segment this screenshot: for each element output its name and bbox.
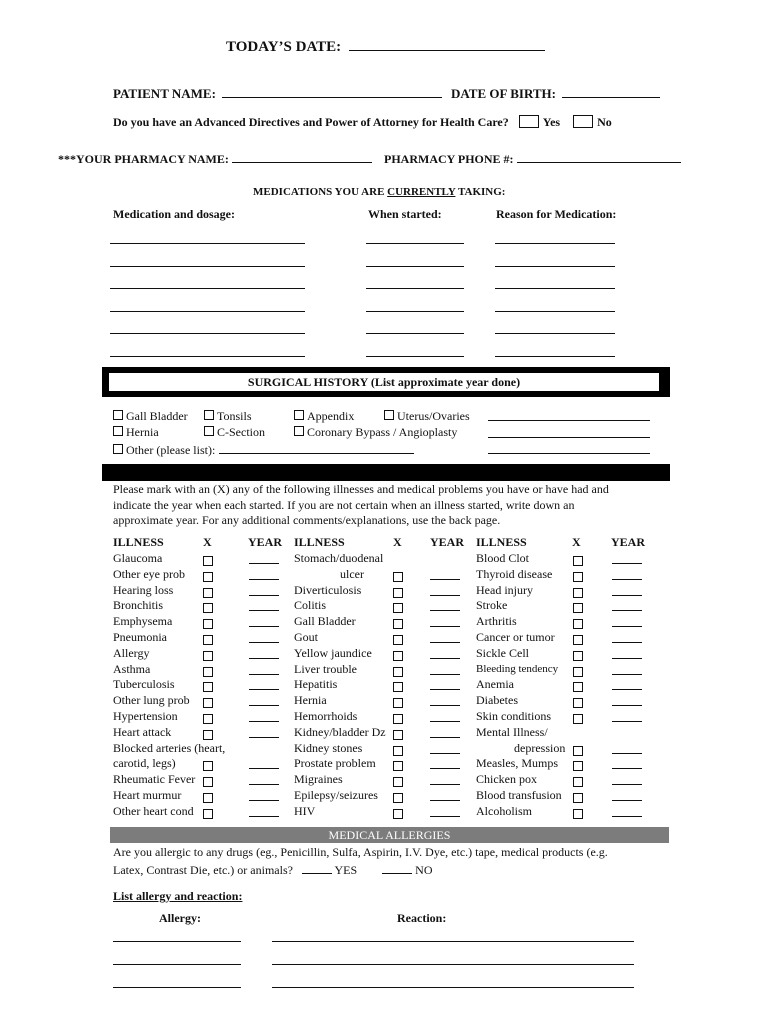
illness-row bbox=[113, 741, 293, 757]
illness-name: Hypertension bbox=[113, 708, 178, 723]
illness-name: Blood Clot bbox=[476, 551, 530, 565]
illness-year-field[interactable] bbox=[249, 646, 279, 659]
illness-name: HIV bbox=[294, 803, 316, 818]
illness-year-field[interactable] bbox=[249, 583, 279, 596]
illness-row bbox=[113, 646, 293, 662]
checkbox-icon bbox=[294, 426, 304, 436]
illness-name: Hemorrhoids bbox=[294, 708, 358, 723]
illness-row bbox=[113, 662, 293, 678]
illness-year-field[interactable] bbox=[612, 741, 642, 754]
illness-row bbox=[294, 614, 474, 630]
illness-name: Migraines bbox=[294, 772, 343, 787]
col-started-header: When started: bbox=[368, 207, 442, 221]
illness-year-field[interactable] bbox=[249, 772, 279, 785]
illness-year-field[interactable] bbox=[249, 567, 279, 580]
allergy-yes-label: YES bbox=[334, 862, 358, 877]
illness-row bbox=[113, 693, 293, 709]
illness-name: Hearing loss bbox=[113, 582, 174, 597]
illness-year-field[interactable] bbox=[249, 804, 279, 817]
illness-year-field[interactable] bbox=[612, 772, 642, 785]
illness-row bbox=[113, 583, 293, 599]
pharmacy-name-row bbox=[58, 150, 372, 167]
dob-field[interactable] bbox=[562, 85, 660, 98]
illness-row bbox=[476, 677, 656, 693]
illness-name: Colitis bbox=[294, 598, 327, 613]
illness-year-field[interactable] bbox=[430, 741, 460, 754]
illness-year-field[interactable] bbox=[430, 693, 460, 706]
no-checkbox[interactable] bbox=[573, 115, 593, 128]
illness-year-field[interactable] bbox=[612, 614, 642, 627]
illness-name: Hepatitis bbox=[294, 677, 338, 692]
illness-row bbox=[294, 598, 474, 614]
illness-year-field[interactable] bbox=[612, 788, 642, 801]
medication-line[interactable] bbox=[110, 288, 305, 289]
illness-year-field[interactable] bbox=[612, 662, 642, 675]
illness-column-3 bbox=[476, 551, 656, 820]
reaction-col-header: Reaction: bbox=[397, 911, 447, 925]
medication-line[interactable] bbox=[110, 356, 305, 357]
reaction-line[interactable] bbox=[272, 941, 634, 942]
illness-year-field[interactable] bbox=[249, 551, 279, 564]
illness-year-field[interactable] bbox=[430, 598, 460, 611]
illness-year-field[interactable] bbox=[430, 677, 460, 690]
allergy-question bbox=[113, 845, 608, 878]
illness-year-field[interactable] bbox=[430, 614, 460, 627]
list-allergy-label-text: List allergy and reaction: bbox=[113, 889, 243, 903]
started-line[interactable] bbox=[366, 311, 464, 312]
illness-row bbox=[113, 614, 293, 630]
reaction-line[interactable] bbox=[272, 987, 634, 988]
illness-row bbox=[294, 725, 474, 741]
illness-row bbox=[113, 804, 293, 820]
illness-year-field[interactable] bbox=[430, 772, 460, 785]
surg-csection[interactable] bbox=[204, 425, 265, 440]
illness-row bbox=[113, 677, 293, 693]
illness-row bbox=[294, 662, 474, 678]
illness-row bbox=[476, 709, 656, 725]
illness-column-2 bbox=[294, 551, 474, 820]
illness-name: Glaucoma bbox=[113, 551, 163, 565]
illness-name: Tuberculosis bbox=[113, 677, 175, 692]
col1-x-header: X bbox=[203, 535, 212, 549]
illness-name: Stomach/duodenal bbox=[294, 551, 384, 565]
illness-name: Epilepsy/seizures bbox=[294, 787, 378, 802]
illness-name: Yellow jaundice bbox=[294, 645, 372, 660]
illness-name: Thyroid disease bbox=[476, 566, 553, 581]
illness-row bbox=[294, 772, 474, 788]
illness-year-field[interactable] bbox=[430, 646, 460, 659]
checkbox-icon bbox=[384, 410, 394, 420]
surg-tonsils[interactable] bbox=[204, 409, 252, 424]
illness-name: Asthma bbox=[113, 661, 151, 676]
reaction-line[interactable] bbox=[272, 964, 634, 965]
medication-line[interactable] bbox=[110, 266, 305, 267]
illness-name: Other lung prob bbox=[113, 693, 190, 708]
col2-illness-header: ILLNESS bbox=[294, 535, 345, 549]
surg-csection-label: C-Section bbox=[217, 425, 265, 439]
medications-title-post: TAKING: bbox=[455, 186, 506, 198]
surg-uterus[interactable] bbox=[384, 409, 470, 424]
surg-appendix[interactable] bbox=[294, 409, 354, 424]
illness-row bbox=[294, 741, 474, 757]
checkbox-icon bbox=[204, 426, 214, 436]
illness-name: Emphysema bbox=[113, 614, 173, 629]
pharmacy-phone-row bbox=[384, 150, 681, 167]
col3-year-header: YEAR bbox=[611, 535, 646, 549]
illness-row bbox=[476, 583, 656, 599]
illness-year-field[interactable] bbox=[430, 630, 460, 643]
medications-title-underlined: CURRENTLY bbox=[387, 186, 456, 198]
instruction-line: Please mark with an (X) any of the following illnesses and medical problems you have or have had and bbox=[113, 482, 609, 496]
surg-coronary-label: Coronary Bypass / Angioplasty bbox=[307, 425, 458, 439]
illness-row bbox=[113, 567, 293, 583]
dob-label: DATE OF BIRTH: bbox=[451, 86, 556, 101]
illness-name: Prostate problem bbox=[294, 756, 376, 771]
illness-year-field[interactable] bbox=[612, 677, 642, 690]
instruction-line: indicate the year when each started. If you are not certain when an illness started, write down an bbox=[113, 497, 575, 512]
illness-year-field[interactable] bbox=[430, 804, 460, 817]
illness-row bbox=[294, 630, 474, 646]
illness-name: Sickle Cell bbox=[476, 645, 529, 660]
illness-name: Chicken pox bbox=[476, 772, 537, 787]
surg-coronary[interactable] bbox=[294, 425, 457, 440]
patient-name-label: PATIENT NAME: bbox=[113, 86, 216, 101]
illness-year-field[interactable] bbox=[430, 756, 460, 769]
illness-row bbox=[294, 788, 474, 804]
reason-line[interactable] bbox=[495, 266, 615, 267]
patient-name-field[interactable] bbox=[222, 85, 442, 98]
illness-instructions bbox=[113, 482, 609, 529]
reason-line[interactable] bbox=[495, 243, 615, 244]
patient-name-row bbox=[113, 85, 442, 102]
surg-appendix-label: Appendix bbox=[307, 409, 355, 423]
illness-row bbox=[294, 709, 474, 725]
col-medication-header: Medication and dosage: bbox=[113, 207, 236, 221]
illness-year-field[interactable] bbox=[612, 551, 642, 564]
allergy-question-line bbox=[113, 861, 608, 879]
pharmacy-phone-field[interactable] bbox=[517, 150, 681, 163]
illness-row bbox=[294, 583, 474, 599]
todays-date-label: TODAY’S DATE: bbox=[226, 39, 342, 55]
reason-line[interactable] bbox=[495, 356, 615, 357]
surg-year-line[interactable] bbox=[488, 420, 650, 421]
illness-row bbox=[113, 756, 293, 772]
medications-title-pre: MEDICATIONS YOU ARE bbox=[253, 186, 388, 198]
allergy-line[interactable] bbox=[113, 987, 241, 988]
illness-row bbox=[476, 804, 656, 820]
illness-year-field[interactable] bbox=[249, 662, 279, 675]
illness-year-field[interactable] bbox=[430, 662, 460, 675]
allergy-no-label: NO bbox=[415, 862, 433, 877]
illness-row bbox=[476, 756, 656, 772]
illness-year-field[interactable] bbox=[249, 630, 279, 643]
started-line[interactable] bbox=[366, 266, 464, 267]
medications-title bbox=[253, 186, 505, 198]
allergies-title: MEDICAL ALLERGIES bbox=[328, 828, 451, 842]
illness-name: Measles, Mumps bbox=[476, 756, 558, 771]
illness-year-field[interactable] bbox=[612, 598, 642, 611]
surg-gall-bladder[interactable] bbox=[113, 409, 188, 424]
illness-year-field[interactable] bbox=[249, 598, 279, 611]
illness-year-field[interactable] bbox=[249, 756, 279, 769]
todays-date-field[interactable] bbox=[349, 38, 545, 51]
illness-year-field[interactable] bbox=[612, 756, 642, 769]
illness-checkbox[interactable] bbox=[203, 808, 216, 824]
illness-row bbox=[476, 646, 656, 662]
checkbox-icon bbox=[294, 410, 304, 420]
illness-year-field[interactable] bbox=[249, 693, 279, 706]
allergy-question-line-2: Latex, Contrast Die, etc.) or animals? bbox=[113, 862, 293, 877]
illness-year-field[interactable] bbox=[249, 677, 279, 690]
instruction-line: approximate year. For any additional comments/explanations, use the back page. bbox=[113, 513, 501, 527]
allergy-col-header: Allergy: bbox=[159, 911, 201, 925]
started-line[interactable] bbox=[366, 243, 464, 244]
yes-checkbox[interactable] bbox=[519, 115, 539, 128]
illness-row bbox=[476, 630, 656, 646]
illness-name: Skin conditions bbox=[476, 708, 552, 723]
started-line[interactable] bbox=[366, 288, 464, 289]
illness-name: Heart attack bbox=[113, 724, 172, 739]
illness-year-field[interactable] bbox=[430, 725, 460, 738]
illness-name: Blocked arteries (heart, bbox=[113, 740, 226, 755]
illness-name: Gall Bladder bbox=[294, 614, 356, 629]
illness-name: Liver trouble bbox=[294, 661, 357, 676]
illness-name: Diabetes bbox=[476, 693, 518, 708]
col-reason-header: Reason for Medication: bbox=[496, 207, 617, 221]
col2-year-header: YEAR bbox=[430, 535, 465, 549]
illness-row bbox=[113, 598, 293, 614]
col3-illness-header: ILLNESS bbox=[476, 535, 527, 549]
reason-line[interactable] bbox=[495, 311, 615, 312]
illness-year-field[interactable] bbox=[249, 788, 279, 801]
yes-label: Yes bbox=[542, 115, 561, 129]
allergy-question-line: Are you allergic to any drugs (eg., Penicillin, Sulfa, Aspirin, I.V. Dye, etc.) tape, medical products (e.g. bbox=[113, 845, 608, 859]
illness-year-field[interactable] bbox=[612, 630, 642, 643]
illness-checkbox[interactable] bbox=[573, 808, 586, 824]
illness-name: Mental Illness/ bbox=[476, 724, 548, 739]
medication-line[interactable] bbox=[110, 243, 305, 244]
illness-row bbox=[476, 772, 656, 788]
allergy-no-field[interactable] bbox=[382, 861, 412, 874]
illness-year-field[interactable] bbox=[430, 709, 460, 722]
list-allergy-label bbox=[113, 889, 242, 904]
illness-row bbox=[476, 662, 656, 678]
surg-uterus-label: Uterus/Ovaries bbox=[397, 409, 470, 423]
illness-row bbox=[113, 772, 293, 788]
illness-name: depression bbox=[514, 740, 566, 755]
illness-name: Bleeding tendency bbox=[476, 662, 559, 675]
illness-checkbox[interactable] bbox=[393, 808, 406, 824]
illness-row bbox=[113, 551, 293, 567]
surg-tonsils-label: Tonsils bbox=[217, 409, 252, 423]
illness-year-field[interactable] bbox=[612, 804, 642, 817]
illness-name: Head injury bbox=[476, 582, 533, 597]
illness-row bbox=[476, 693, 656, 709]
surg-year-line[interactable] bbox=[488, 453, 650, 454]
surg-hernia[interactable] bbox=[113, 425, 159, 440]
illness-name: Rheumatic Fever bbox=[113, 772, 196, 787]
illness-name: Other eye prob bbox=[113, 566, 185, 581]
illness-row bbox=[113, 630, 293, 646]
started-line[interactable] bbox=[366, 333, 464, 334]
illness-name: Blood transfusion bbox=[476, 787, 562, 802]
advanced-directives-question: Do you have an Advanced Directives and Power of Attorney for Health Care? bbox=[113, 115, 509, 129]
illness-name: Anemia bbox=[476, 677, 514, 692]
illness-section-bar bbox=[102, 464, 670, 481]
illness-year-field[interactable] bbox=[612, 583, 642, 596]
surg-other[interactable] bbox=[113, 441, 414, 458]
checkbox-icon bbox=[113, 444, 123, 454]
illness-row bbox=[476, 551, 656, 567]
illness-year-field[interactable] bbox=[612, 567, 642, 580]
illness-name: Arthritis bbox=[476, 614, 517, 629]
pharmacy-name-field[interactable] bbox=[232, 150, 372, 163]
pharmacy-phone-label: PHARMACY PHONE #: bbox=[384, 152, 514, 166]
illness-name: Kidney stones bbox=[294, 740, 363, 755]
illness-column-1 bbox=[113, 551, 293, 820]
illness-name: Diverticulosis bbox=[294, 582, 362, 597]
checkbox-icon bbox=[113, 426, 123, 436]
illness-name: Pneumonia bbox=[113, 629, 167, 644]
illness-row bbox=[476, 567, 656, 583]
surg-year-line[interactable] bbox=[488, 437, 650, 438]
illness-name: Allergy bbox=[113, 645, 150, 660]
illness-row bbox=[294, 551, 474, 567]
illness-year-field[interactable] bbox=[249, 709, 279, 722]
illness-year-field[interactable] bbox=[249, 614, 279, 627]
illness-name: Gout bbox=[294, 629, 318, 644]
checkbox-icon bbox=[204, 410, 214, 420]
illness-row bbox=[294, 646, 474, 662]
illness-year-field[interactable] bbox=[612, 646, 642, 659]
illness-year-field[interactable] bbox=[430, 788, 460, 801]
col2-x-header: X bbox=[393, 535, 402, 549]
illness-year-field[interactable] bbox=[249, 725, 279, 738]
illness-row bbox=[294, 677, 474, 693]
illness-name: Hernia bbox=[294, 693, 327, 708]
surg-hernia-label: Hernia bbox=[126, 425, 159, 439]
illness-row bbox=[113, 709, 293, 725]
illness-year-field[interactable] bbox=[430, 567, 460, 580]
illness-year-field[interactable] bbox=[612, 709, 642, 722]
surg-gall-bladder-label: Gall Bladder bbox=[126, 409, 188, 423]
illness-row bbox=[294, 804, 474, 820]
illness-year-field[interactable] bbox=[430, 583, 460, 596]
illness-name: Kidney/bladder Dz bbox=[294, 724, 386, 739]
illness-name: Cancer or tumor bbox=[476, 629, 555, 644]
illness-row bbox=[113, 725, 293, 741]
illness-row bbox=[476, 741, 656, 757]
col3-x-header: X bbox=[572, 535, 581, 549]
reason-line[interactable] bbox=[495, 333, 615, 334]
allergy-line[interactable] bbox=[113, 964, 241, 965]
illness-name: Other heart cond bbox=[113, 803, 194, 818]
illness-row bbox=[476, 614, 656, 630]
illness-name: carotid, legs) bbox=[113, 756, 176, 771]
dob-row bbox=[451, 85, 660, 102]
illness-year-field[interactable] bbox=[612, 693, 642, 706]
illness-row bbox=[294, 567, 474, 583]
allergy-line[interactable] bbox=[113, 941, 241, 942]
col1-illness-header: ILLNESS bbox=[113, 535, 164, 549]
illness-row bbox=[476, 788, 656, 804]
illness-name: Bronchitis bbox=[113, 598, 163, 613]
illness-name: Stroke bbox=[476, 598, 508, 613]
checkbox-icon bbox=[113, 410, 123, 420]
reason-line[interactable] bbox=[495, 288, 615, 289]
no-label: No bbox=[597, 115, 612, 129]
illness-row bbox=[294, 756, 474, 772]
surgical-history-title: SURGICAL HISTORY (List approximate year done) bbox=[109, 373, 659, 391]
illness-row bbox=[294, 693, 474, 709]
pharmacy-name-label: ***YOUR PHARMACY NAME: bbox=[58, 152, 229, 166]
surg-other-field[interactable] bbox=[219, 441, 414, 454]
medication-line[interactable] bbox=[110, 333, 305, 334]
illness-name: Alcoholism bbox=[476, 803, 532, 818]
allergy-yes-field[interactable] bbox=[302, 861, 332, 874]
medication-line[interactable] bbox=[110, 311, 305, 312]
illness-row bbox=[476, 725, 656, 741]
illness-row bbox=[113, 788, 293, 804]
illness-name: Heart murmur bbox=[113, 787, 182, 802]
todays-date-row bbox=[226, 38, 545, 56]
illness-row bbox=[476, 598, 656, 614]
col1-year-header: YEAR bbox=[248, 535, 283, 549]
started-line[interactable] bbox=[366, 356, 464, 357]
illness-name: ulcer bbox=[340, 566, 364, 581]
surg-other-label: Other (please list): bbox=[126, 443, 216, 457]
advanced-directives-row bbox=[113, 115, 612, 130]
